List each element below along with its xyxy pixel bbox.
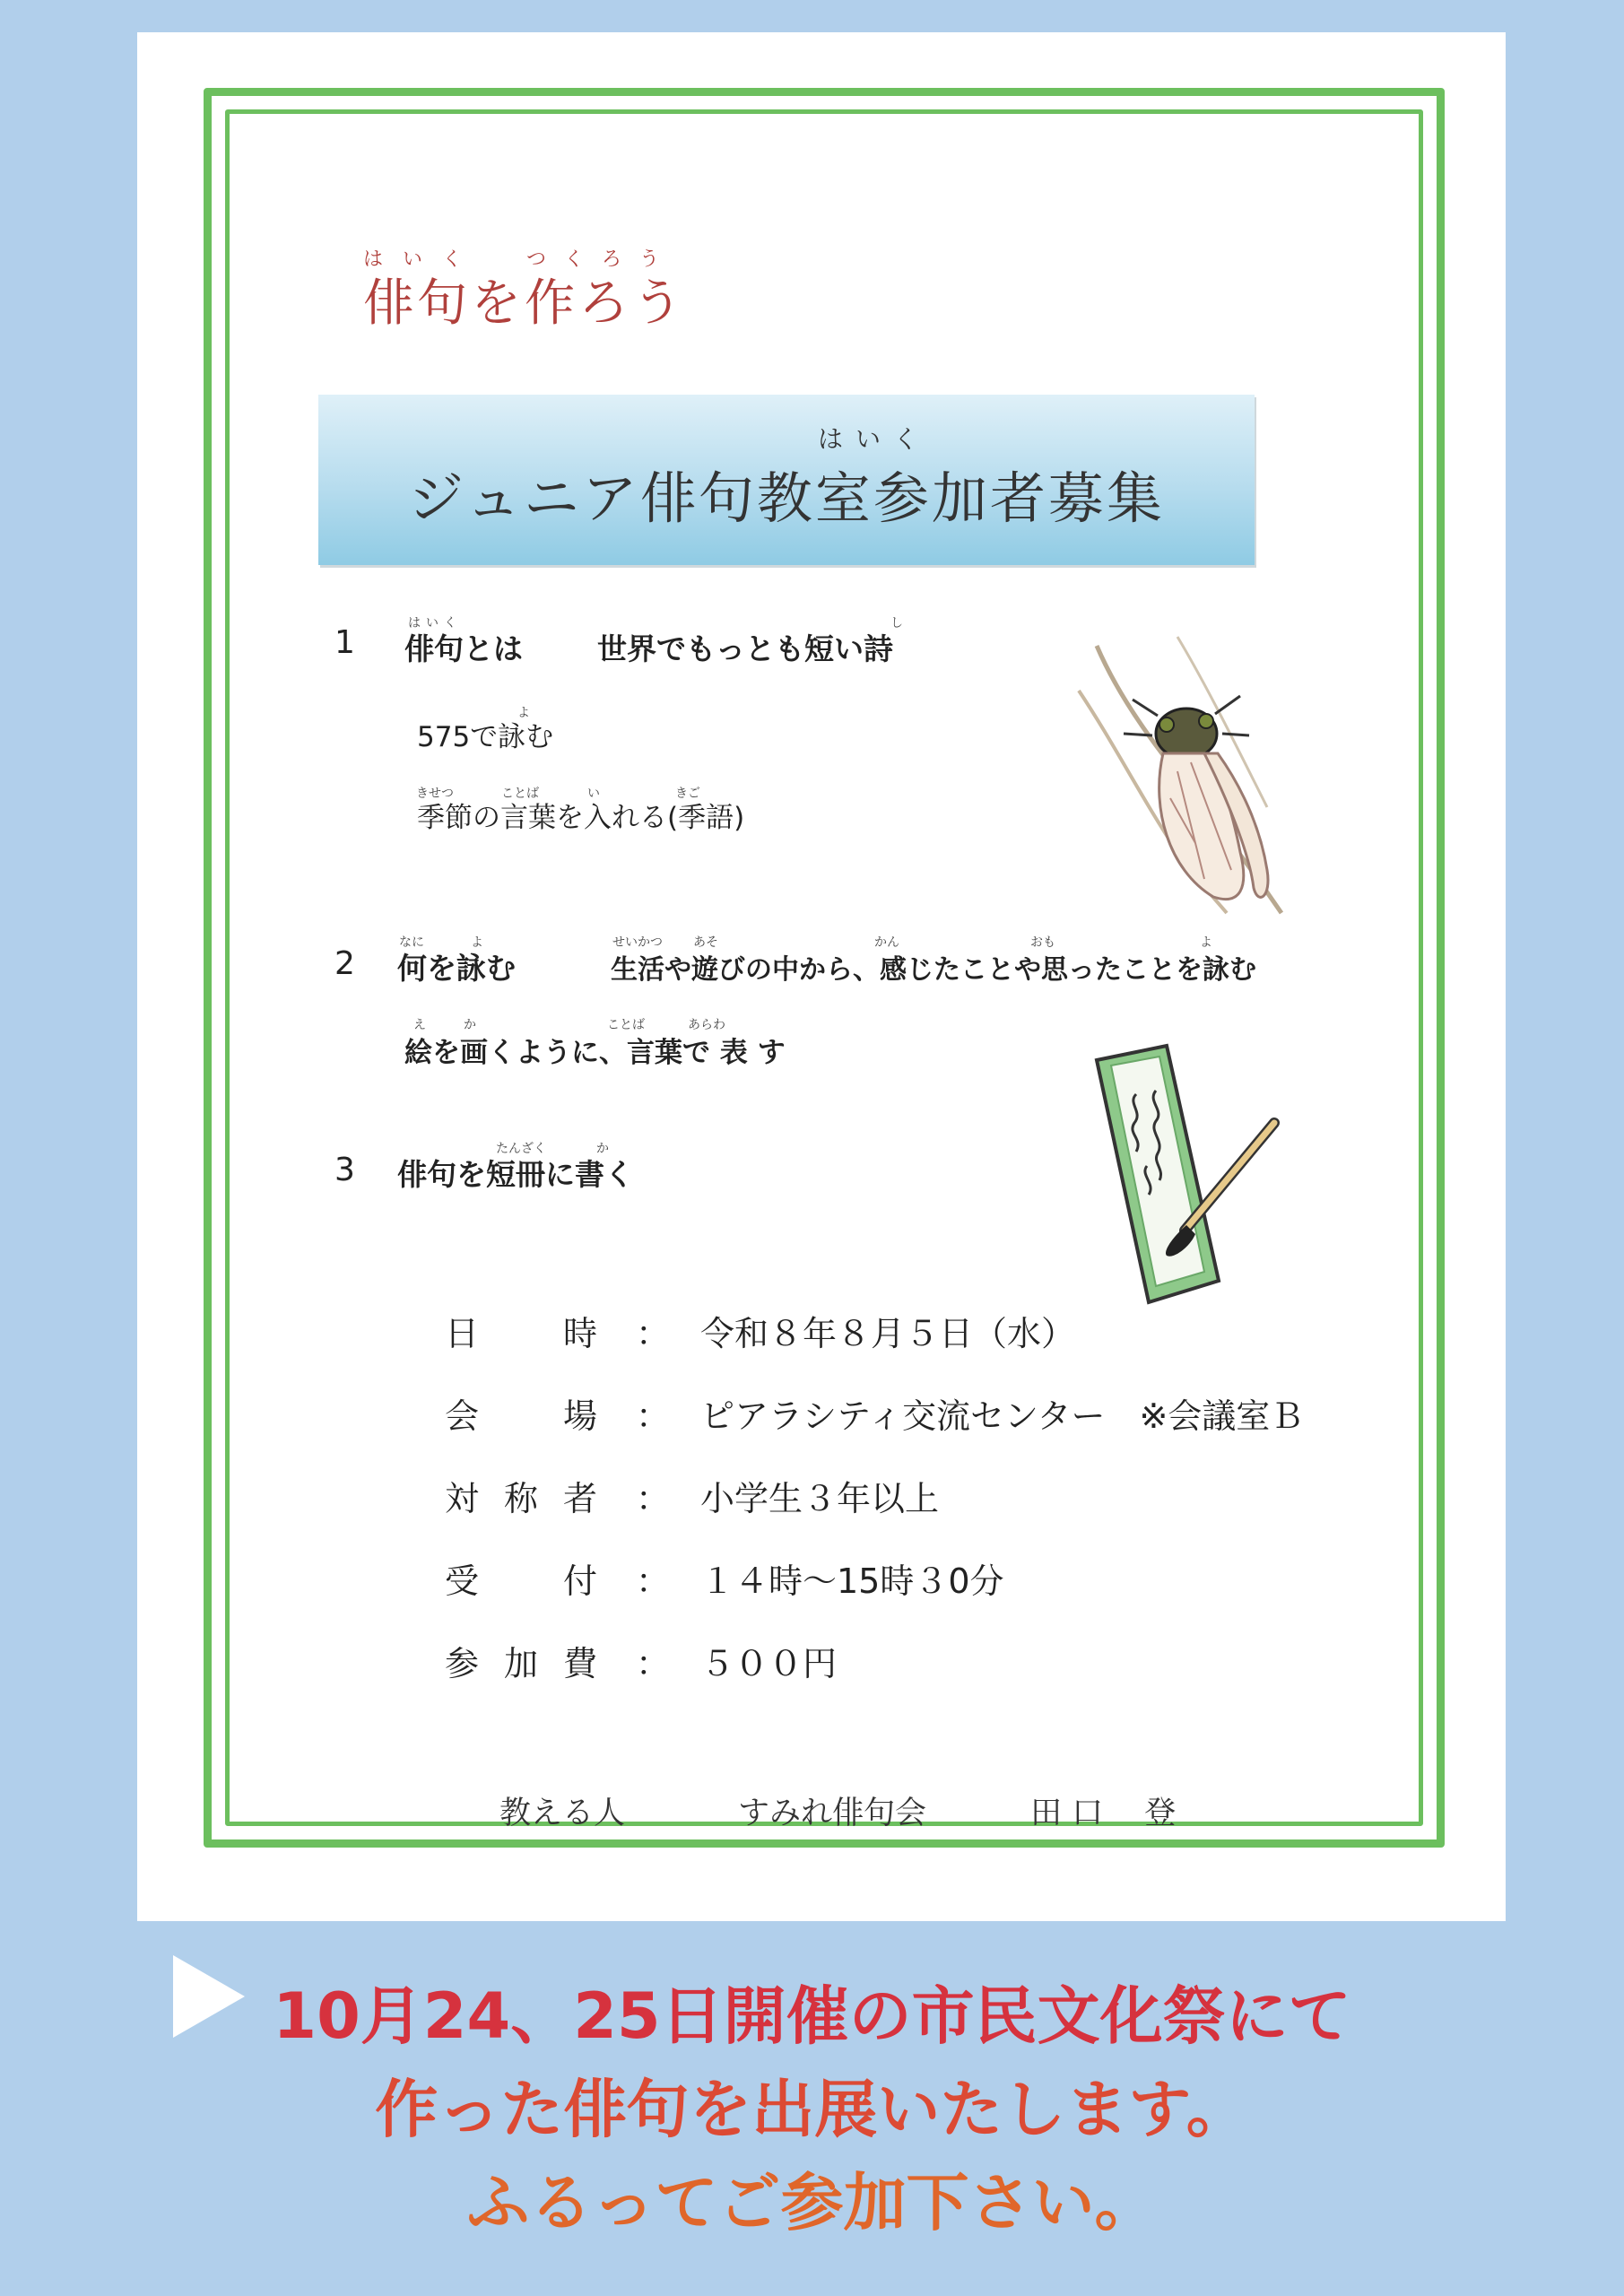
line-575: 575で詠む (417, 721, 554, 753)
title-banner (318, 395, 1255, 565)
detail-value-fee: ５００円 (700, 1644, 838, 1683)
line-e-ruby-4: あらわ (688, 1018, 725, 1032)
detail-label-fee: 参 加 費 (445, 1644, 597, 1683)
section-3-title: 俳句を短冊に書く (397, 1157, 634, 1192)
section-2-number: 2 (334, 945, 355, 982)
banner-ruby: はいく (818, 424, 932, 454)
line-575-ruby: よ (517, 706, 530, 720)
section-1-title-ruby: はいく (408, 616, 462, 631)
detail-label-venue: 会 場 (445, 1396, 597, 1436)
note-line-3: ふるってご参加下さい。 (466, 2166, 1158, 2239)
detail-colon: ： (636, 1396, 671, 1436)
line-e-ruby-3: ことば (607, 1018, 645, 1032)
line-kigo-ruby-4: きご (675, 787, 700, 801)
line-e: 絵を画くように、言葉で 表 す (404, 1037, 786, 1069)
instructor-group: すみれ俳句会 (738, 1796, 927, 1831)
section-2-sub-ruby-1: せいかつ (612, 935, 663, 950)
heading-ruby-tsukurou: つくろう (526, 248, 678, 271)
section-1-number: 1 (334, 624, 355, 661)
section-2-title: 何を詠む (397, 951, 516, 986)
heading-ruby-haiku: はいく (363, 248, 482, 271)
detail-label-datetime: 日 時 (445, 1314, 597, 1353)
cicada-illustration (1070, 628, 1299, 915)
line-kigo-ruby-1: きせつ (416, 787, 454, 801)
line-kigo-ruby-3: い (587, 787, 600, 801)
instructor-name: 田 口 登 (1030, 1796, 1177, 1831)
detail-colon: ： (636, 1314, 671, 1353)
detail-value-datetime: 令和８年８月５日（水） (700, 1314, 1076, 1353)
instructor-label: 教える人 (499, 1796, 626, 1831)
line-kigo-ruby-2: ことば (501, 787, 539, 801)
detail-colon: ： (636, 1561, 671, 1601)
page-title: 俳句を作ろう (363, 274, 686, 333)
section-2-sub-ruby-2: あそ (693, 935, 718, 950)
note-line-2: 作った俳句を出展いたします。 (375, 2073, 1249, 2146)
note-line-1: 10月24、25日開催の市民文化祭にて (273, 1979, 1351, 2053)
line-kigo: 季節の言葉を入れる(季語) (417, 802, 745, 834)
flyer-sheet (137, 32, 1506, 1921)
section-2-title-ruby-1: なに (399, 935, 424, 950)
section-1-title: 俳句とは (404, 631, 523, 666)
section-3-title-ruby-2: か (596, 1142, 609, 1156)
detail-label-reception: 受 付 (445, 1561, 597, 1601)
section-2-sub-ruby-3: かん (874, 935, 899, 950)
detail-value-venue: ピアラシティ交流センター ※会議室Ｂ (700, 1396, 1305, 1436)
section-2-sub-ruby-5: よ (1200, 935, 1212, 950)
line-e-ruby-1: え (413, 1018, 426, 1032)
detail-value-target: 小学生３年以上 (700, 1479, 940, 1518)
section-3-number: 3 (334, 1152, 355, 1188)
detail-colon: ： (636, 1479, 671, 1518)
detail-value-reception: １４時～15時３0分 (700, 1561, 1004, 1601)
banner-title: ジュニア俳句教室参加者募集 (408, 465, 1165, 531)
section-1-subtitle: 世界でもっとも短い詩 (597, 631, 893, 666)
line-e-ruby-2: か (464, 1018, 476, 1032)
section-2-title-ruby-2: よ (471, 935, 483, 950)
section-2-sub-ruby-4: おも (1030, 935, 1055, 950)
section-2-subtitle: 生活や遊びの中から、感じたことや思ったことを詠む (611, 954, 1256, 986)
section-3-title-ruby-1: たんざく (496, 1142, 546, 1156)
detail-colon: ： (636, 1644, 671, 1683)
section-1-subtitle-ruby: し (890, 616, 903, 631)
detail-label-target: 対 称 者 (445, 1479, 597, 1518)
tanzaku-brush-illustration (1084, 1040, 1290, 1309)
